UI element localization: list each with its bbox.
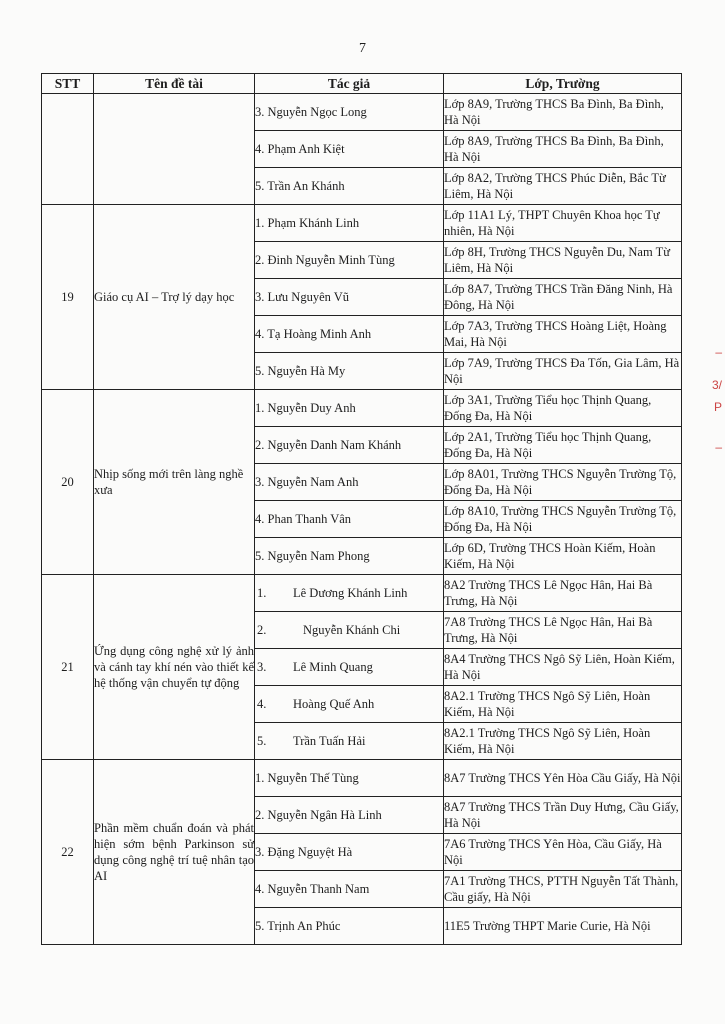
author-name: Trần An Khánh [267, 179, 345, 193]
author-number: 3. [255, 845, 265, 859]
author-number: 2. [255, 438, 265, 452]
author-name: Phạm Anh Kiệt [267, 142, 345, 156]
author-cell [255, 871, 444, 908]
school-cell: 8A2.1 Trường THCS Ngô Sỹ Liên, Hoàn Kiếm, Hà Nội [444, 723, 682, 760]
author-cell [255, 686, 444, 723]
author-cell [255, 168, 444, 205]
author-cell [255, 649, 444, 686]
school-cell: Lớp 8A2, Trường THCS Phúc Diễn, Bắc Từ Liêm, Hà Nội [444, 168, 682, 205]
author-cell [255, 797, 444, 834]
author-number: 5. [255, 549, 265, 563]
author-number: 3. [255, 105, 265, 119]
school-cell: Lớp 8A9, Trường THCS Ba Đình, Ba Đình, Hà Nội [444, 131, 682, 168]
school-cell: Lớp 7A3, Trường THCS Hoàng Liệt, Hoàng Mai, Hà Nội [444, 316, 682, 353]
school-cell: 8A7 Trường THCS Yên Hòa Cầu Giấy, Hà Nội [444, 760, 682, 797]
stt-cell: 21 [42, 575, 94, 760]
table-row [42, 760, 682, 797]
school-cell: 7A6 Trường THCS Yên Hòa, Cầu Giấy, Hà Nội [444, 834, 682, 871]
stt-cell [42, 94, 94, 205]
author-number: 4. [255, 327, 265, 341]
author-name: Lê Minh Quang [293, 660, 373, 674]
author-name: Nguyễn Nam Phong [267, 549, 370, 563]
author-name: Nguyễn Nam Anh [267, 475, 359, 489]
author-name: Nguyễn Thanh Nam [267, 882, 370, 896]
school-cell: Lớp 8A10, Trường THCS Nguyễn Trường Tộ, Đống Đa, Hà Nội [444, 501, 682, 538]
topic-cell [94, 94, 255, 205]
author-cell [255, 908, 444, 945]
author-cell [255, 538, 444, 575]
topic-cell: Giáo cụ AI – Trợ lý dạy học [94, 205, 255, 390]
table-row [42, 205, 682, 242]
author-name: Tạ Hoàng Minh Anh [267, 327, 372, 341]
author-cell [255, 94, 444, 131]
author-name: Trịnh An Phúc [267, 919, 341, 933]
school-cell: Lớp 3A1, Trường Tiểu học Thịnh Quang, Đống Đa, Hà Nội [444, 390, 682, 427]
author-number: 4. [257, 697, 267, 711]
header-school: Lớp, Trường [444, 74, 682, 94]
author-name: Nguyễn Khánh Chi [303, 623, 401, 637]
stt-cell: 19 [42, 205, 94, 390]
author-name: Nguyễn Ngọc Long [267, 105, 367, 119]
author-number: 4. [255, 142, 265, 156]
table-header-row [42, 74, 682, 94]
author-number: 3. [255, 475, 265, 489]
author-name: Nguyễn Ngân Hà Linh [267, 808, 382, 822]
author-name: Đinh Nguyễn Minh Tùng [267, 253, 395, 267]
author-name: Nguyễn Danh Nam Khánh [267, 438, 402, 452]
author-number: 1. [255, 401, 265, 415]
author-cell [255, 427, 444, 464]
author-name: Nguyễn Duy Anh [267, 401, 356, 415]
author-number: 4. [255, 512, 265, 526]
school-cell: Lớp 8A9, Trường THCS Ba Đình, Ba Đình, Hà Nội [444, 94, 682, 131]
author-cell [255, 501, 444, 538]
author-number: 2. [255, 253, 265, 267]
header-author: Tác giả [255, 74, 444, 94]
school-cell: Lớp 7A9, Trường THCS Đa Tốn, Gia Lâm, Hà Nội [444, 353, 682, 390]
school-cell: Lớp 8A7, Trường THCS Trần Đăng Ninh, Hà Đông, Hà Nội [444, 279, 682, 316]
header-topic: Tên đề tài [94, 74, 255, 94]
author-number: 5. [255, 179, 265, 193]
author-number: 5. [257, 734, 267, 748]
author-number: 2. [255, 808, 265, 822]
author-number: 5. [255, 919, 265, 933]
author-name: Phạm Khánh Linh [267, 216, 360, 230]
author-number: 1. [257, 586, 267, 600]
author-number: 3. [255, 290, 265, 304]
school-cell: Lớp 8H, Trường THCS Nguyễn Du, Nam Từ Liêm, Hà Nội [444, 242, 682, 279]
author-cell [255, 723, 444, 760]
table-body [42, 94, 682, 945]
author-name: Đặng Nguyệt Hà [267, 845, 353, 859]
school-cell: Lớp 8A01, Trường THCS Nguyễn Trường Tộ, Đống Đa, Hà Nội [444, 464, 682, 501]
school-cell: 8A2.1 Trường THCS Ngô Sỹ Liên, Hoàn Kiếm, Hà Nội [444, 686, 682, 723]
author-number: 4. [255, 882, 265, 896]
author-name: Nguyễn Thế Tùng [267, 771, 359, 785]
table-row [42, 390, 682, 427]
author-cell [255, 390, 444, 427]
author-cell [255, 612, 444, 649]
author-cell [255, 834, 444, 871]
school-cell: 8A7 Trường THCS Trần Duy Hưng, Cầu Giấy, Hà Nội [444, 797, 682, 834]
table-row [42, 94, 682, 131]
topic-cell: Phần mềm chuẩn đoán và phát hiện sớm bệnh Parkinson sử dụng công nghệ trí tuệ nhân tạo AI [94, 760, 255, 945]
school-cell: Lớp 6D, Trường THCS Hoàn Kiếm, Hoàn Kiếm, Hà Nội [444, 538, 682, 575]
author-number: 1. [255, 216, 265, 230]
topic-cell: Ứng dụng công nghệ xử lý ảnh và cánh tay khí nén vào thiết kế hệ thống vận chuyển tự động [94, 575, 255, 760]
school-cell: 8A2 Trường THCS Lê Ngọc Hân, Hai Bà Trưng, Hà Nội [444, 575, 682, 612]
school-cell: 7A8 Trường THCS Lê Ngọc Hân, Hai Bà Trưng, Hà Nội [444, 612, 682, 649]
author-name: Nguyễn Hà My [267, 364, 346, 378]
school-cell: 7A1 Trường THCS, PTTH Nguyễn Tất Thành, Cầu giấy, Hà Nội [444, 871, 682, 908]
author-number: 1. [255, 771, 265, 785]
author-cell [255, 760, 444, 797]
author-number: 5. [255, 364, 265, 378]
author-cell [255, 242, 444, 279]
author-cell [255, 316, 444, 353]
awards-table [41, 73, 682, 945]
margin-mark: – [715, 440, 722, 454]
author-name: Hoàng Quế Anh [293, 697, 375, 711]
author-cell [255, 575, 444, 612]
margin-mark: P [713, 400, 722, 414]
author-name: Lê Dương Khánh Linh [293, 586, 408, 600]
school-cell: 8A4 Trường THCS Ngô Sỹ Liên, Hoàn Kiếm, Hà Nội [444, 649, 682, 686]
author-name: Trần Tuấn Hải [293, 734, 366, 748]
margin-mark: 3/ [711, 378, 722, 392]
author-name: Lưu Nguyên Vũ [267, 290, 350, 304]
author-number: 2. [257, 623, 267, 637]
header-stt: STT [42, 74, 94, 94]
table-row [42, 575, 682, 612]
school-cell: Lớp 11A1 Lý, THPT Chuyên Khoa học Tự nhiên, Hà Nội [444, 205, 682, 242]
page-number: 7 [359, 41, 366, 56]
author-number: 3. [257, 660, 267, 674]
author-cell [255, 279, 444, 316]
author-cell [255, 353, 444, 390]
stt-cell: 22 [42, 760, 94, 945]
school-cell: Lớp 2A1, Trường Tiểu học Thịnh Quang, Đống Đa, Hà Nội [444, 427, 682, 464]
author-cell [255, 131, 444, 168]
author-cell [255, 205, 444, 242]
school-cell: 11E5 Trường THPT Marie Curie, Hà Nội [444, 908, 682, 945]
author-cell [255, 464, 444, 501]
stt-cell: 20 [42, 390, 94, 575]
topic-cell: Nhịp sống mới trên làng nghề xưa [94, 390, 255, 575]
margin-mark: – [715, 345, 722, 359]
author-name: Phan Thanh Vân [267, 512, 352, 526]
